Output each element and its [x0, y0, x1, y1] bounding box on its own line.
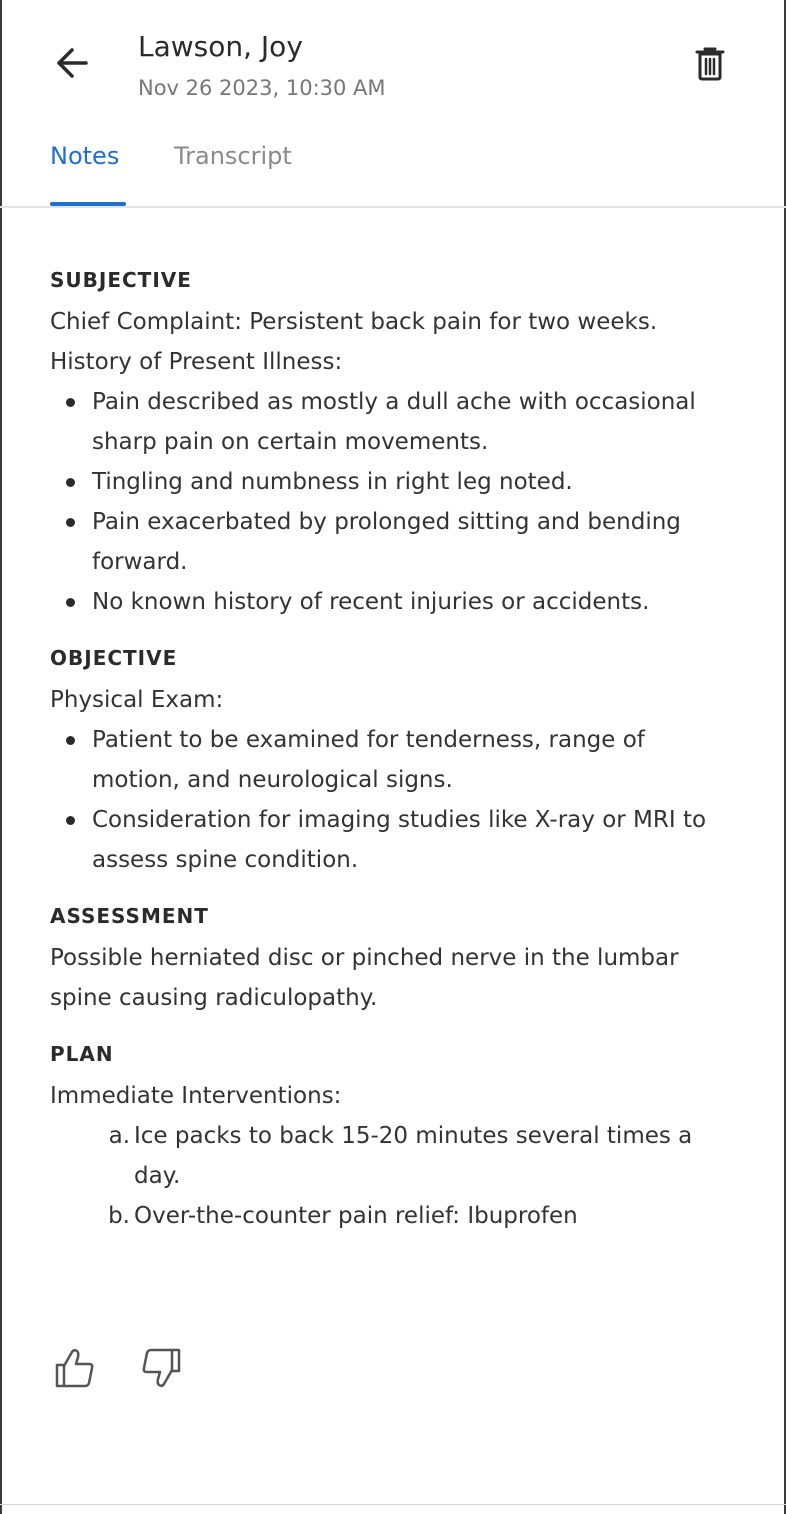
- tab-notes[interactable]: Notes: [50, 142, 120, 170]
- plan-section: [50, 1036, 740, 1236]
- plan-list: [50, 1116, 740, 1236]
- section-heading-assessment: ASSESSMENT: [50, 904, 209, 928]
- chief-complaint: Chief Complaint: Persistent back pain for two weeks.: [50, 309, 658, 335]
- list-item: No known history of recent injuries or accidents.: [50, 582, 740, 622]
- thumbs-down-button[interactable]: [138, 1344, 186, 1392]
- tab-bar: [0, 130, 786, 208]
- hpi-label: History of Present Illness:: [50, 349, 343, 375]
- patient-name: Lawson, Joy: [138, 30, 303, 63]
- objective-section: [50, 640, 740, 880]
- subjective-section: [50, 262, 740, 622]
- exam-list: [50, 720, 740, 880]
- hpi-list: [50, 382, 740, 622]
- tab-transcript[interactable]: Transcript: [174, 142, 292, 170]
- list-item: Pain exacerbated by prolonged sitting and bending forward.: [50, 502, 740, 582]
- active-tab-indicator: [50, 202, 126, 206]
- list-item: Pain described as mostly a dull ache with occasional sharp pain on certain movements.: [50, 382, 740, 462]
- section-heading-objective: OBJECTIVE: [50, 646, 178, 670]
- list-item-text: Ice packs to back 15-20 minutes several times a day.: [134, 1123, 693, 1189]
- section-heading-plan: PLAN: [50, 1042, 114, 1066]
- assessment-section: [50, 898, 740, 1018]
- back-button[interactable]: [50, 40, 96, 86]
- visit-timestamp: Nov 26 2023, 10:30 AM: [138, 76, 386, 100]
- arrow-left-icon: [50, 40, 96, 86]
- soap-note: [50, 262, 740, 1254]
- section-heading-subjective: SUBJECTIVE: [50, 268, 192, 292]
- list-marker: a.: [108, 1123, 130, 1149]
- delete-button[interactable]: [690, 44, 730, 84]
- interventions-label: Immediate Interventions:: [50, 1083, 342, 1109]
- trash-icon: [690, 44, 730, 84]
- list-item-text: Over-the-counter pain relief: Ibuprofen: [134, 1203, 578, 1229]
- list-item: Consideration for imaging studies like X-ray or MRI to assess spine condition.: [50, 800, 740, 880]
- exam-label: Physical Exam:: [50, 687, 224, 713]
- bottom-divider: [0, 1504, 786, 1505]
- list-item: Patient to be examined for tenderness, range of motion, and neurological signs.: [50, 720, 740, 800]
- thumbs-up-icon: [50, 1344, 98, 1392]
- list-marker: b.: [108, 1203, 130, 1229]
- thumbs-down-icon: [138, 1344, 186, 1392]
- assessment-text: Possible herniated disc or pinched nerve in the lumbar spine causing radiculopathy.: [50, 945, 679, 1011]
- list-item: Tingling and numbness in right leg noted.: [50, 462, 740, 502]
- thumbs-up-button[interactable]: [50, 1344, 98, 1392]
- note-header: [0, 0, 786, 130]
- list-item: [50, 1196, 740, 1236]
- list-item: [50, 1116, 740, 1196]
